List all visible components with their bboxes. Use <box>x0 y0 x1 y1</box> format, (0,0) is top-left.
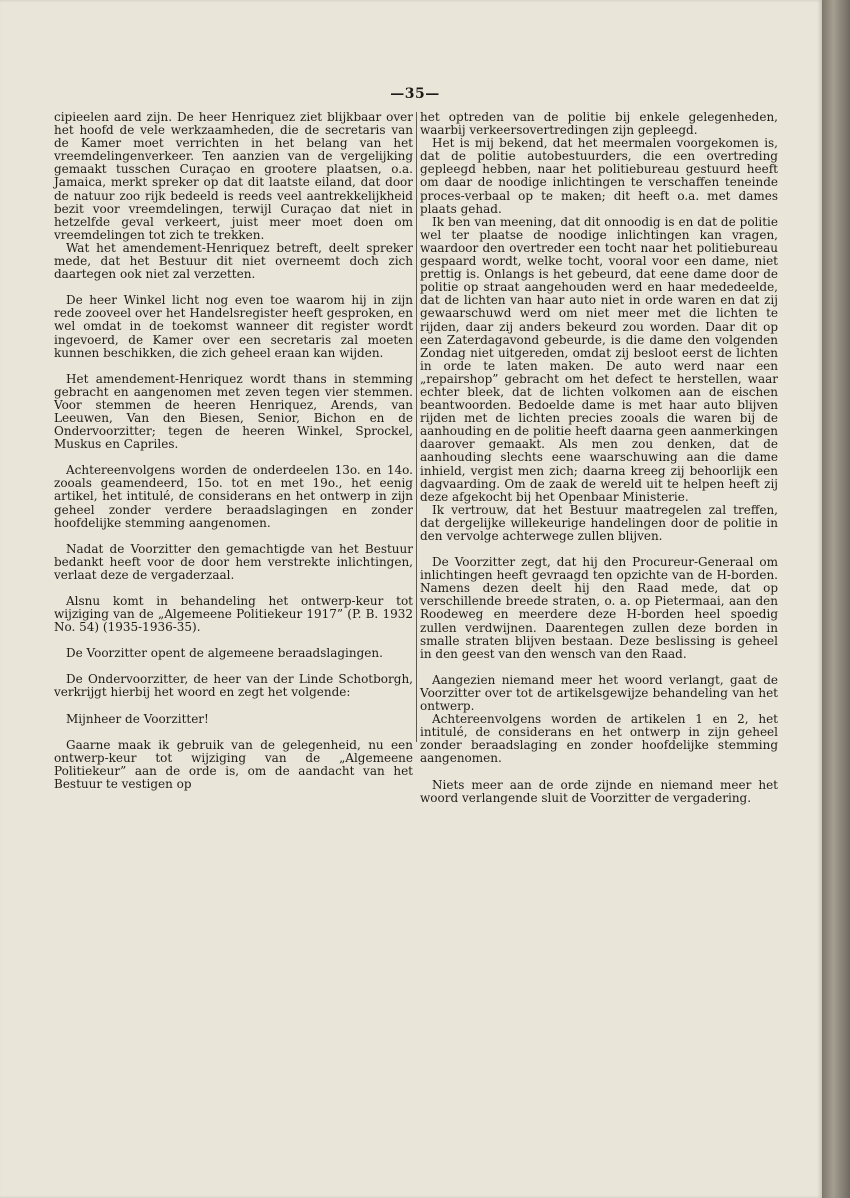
paragraph: Het is mij bekend, dat het meermalen voorgekomen is, dat de politie autobestuurders, die een overtreding gepleegd hebben, naar het politiebureau gestuurd heeft om daar de noodige inlichtingen te verschaffen teneinde proces-verbaal op te maken; dit heeft o.a. met dames plaats gehad. <box>420 136 778 216</box>
page-edge <box>822 0 850 1198</box>
text-column-left <box>54 111 413 791</box>
paragraph: Gaarne maak ik gebruik van de gelegenheid, nu een ontwerp-keur tot wijziging van de „Algemeene Politiekeur” aan de orde is, om de aandacht van het Bestuur te vestigen op <box>54 737 413 791</box>
paragraph: Aangezien niemand meer het woord verlangt, gaat de Voorzitter over tot de artikelsgewijze behandeling van het ontwerp. <box>420 672 778 714</box>
text-column-right <box>420 111 778 805</box>
paragraph: Ik vertrouw, dat het Bestuur maatregelen zal treffen, dat dergelijke willekeurige handelingen door de politie in den vervolge achterwege zullen blijven. <box>420 502 778 543</box>
salutation: Mijnheer de Voorzitter! <box>66 711 209 726</box>
paragraph: De heer Winkel licht nog even toe waarom hij in zijn rede zooveel over het Handelsregister heeft gesproken, en wel omdat in de toekomst wanneer dit register wordt ingevoerd, de Kamer over een secretaris zal moeten kunnen beschikken, die zich geheel eraan kan wijden. <box>54 293 413 360</box>
paragraph: cipieelen aard zijn. De heer Henriquez ziet blijkbaar over het hoofd de vele werkzaamheden, die de secretaris van de Kamer moet verrichten in het belang van het vreemdelingenverkeer. Ten aanzien van de vergelijking gemaakt tusschen Curaçao en grootere plaatsen, o.a. Jamaica, merkt spreker op dat dit laatste eiland, dat door de natuur zoo rijk bedeeld is reeds veel aantrekkelijkheid bezit voor vreemdelingen, terwijl Curaçao dat niet in hetzelfde geval verkeert, juist meer moet doen om vreemdelingen tot zich te trekken. <box>54 110 413 242</box>
paragraph: Niets meer aan de orde zijnde en niemand meer het woord verlangende sluit de Voorzitter de vergadering. <box>420 777 778 805</box>
paragraph: De Voorzitter zegt, dat hij den Procureur-Generaal om inlichtingen heeft gevraagd ten opzichte van de H-borden. Namens dezen deelt hij den Raad mede, dat op verschillende breede straten, o. a. op Pietermaai, aan den Roodeweg en meerdere deze H-borden heel spoedig zullen verdwijnen. Daarentegen zullen deze borden in smalle straten blijven bestaan. Deze beslissing is geheel in den geest van den wensch van den Raad. <box>420 555 778 661</box>
paragraph: De Ondervoorzitter, de heer van der Linde Schotborgh, verkrijgt hierbij het woord en zegt het volgende: <box>54 672 413 700</box>
paragraph: het optreden van de politie bij enkele gelegenheden, waarbij verkeersovertredingen zijn gepleegd. <box>420 110 778 138</box>
paragraph: Nadat de Voorzitter den gemachtigde van het Bestuur bedankt heeft voor de door hem verstrekte inlichtingen, verlaat deze de vergaderzaal. <box>54 541 413 582</box>
column-divider <box>416 112 417 742</box>
page-number: —35— <box>390 86 440 102</box>
paragraph: Achtereenvolgens worden de onderdeelen 13o. en 14o. zooals geamendeerd, 15o. tot en met 19o., het eenig artikel, het intitulé, de considerans en het ontwerp in zijn geheel zonder verdere beraadslagingen en zonder hoofdelijke stemming aangenomen. <box>54 463 413 530</box>
paragraph: Alsnu komt in behandeling het ontwerp-keur tot wijziging van de „Algemeene Politiekeur 1917” (P. B. 1932 No. 54) (1935-1936-35). <box>54 594 413 635</box>
paragraph: De Voorzitter opent de algemeene beraadslagingen. <box>66 646 383 661</box>
paragraph: Wat het amendement-Henriquez betreft, deelt spreker mede, dat het Bestuur dit niet overneemt doch zich daartegen ook niet zal verzetten. <box>54 240 413 282</box>
paragraph: Ik ben van meening, dat dit onnoodig is en dat de politie wel ter plaatse de noodige inlichtingen kan vragen, waardoor den overtreder een tocht naar het politiebureau gespaard wordt, welke tocht, vooral voor een dame, niet prettig is. Onlangs is het gebeurd, dat eene dame door de politie op straat aangehouden werd en haar mededeelde, dat de lichten van haar auto niet in orde waren en dat zij gewaarschuwd werd om niet meer met die lichten te rijden, daar zij anders bekeurd zou worden. Daar dit op een Zaterdagavond gebeurde, is die dame den volgenden Zondag niet uitgereden, omdat zij besloot eerst de lichten in orde te laten maken. De auto werd naar een „repairshop” gebracht om het defect te herstellen, waar echter bleek, dat de lichten volkomen aan de eischen beantwoorden. Bedoelde dame is met haar auto blijven rijden met de lichten precies zooals die waren bij de aanhouding en de politie heeft daarna geen aanmerkingen daarover gemaakt. Als men zou denken, dat de aanhouding slechts eene waarschuwing aan die dame inhield, vergist men zich; daarna kreeg zij behoorlijk een dagvaarding. Om de zaak de wereld uit te helpen heeft zij deze afgekocht bij het Openbaar Ministerie. <box>420 214 778 504</box>
paragraph: Achtereenvolgens worden de artikelen 1 en 2, het intitulé, de considerans en het ontwerp in zijn geheel zonder beraadslaging en zonder hoofdelijke stemming aangenomen. <box>420 712 778 766</box>
paragraph: Het amendement-Henriquez wordt thans in stemming gebracht en aangenomen met zeven tegen vier stemmen. Voor stemmen de heeren Henriquez, Arends, van Leeuwen, Van den Biesen, Senior, Bichon en de Ondervoorzitter; tegen de heeren Winkel, Sprockel, Muskus en Capriles. <box>54 371 413 452</box>
